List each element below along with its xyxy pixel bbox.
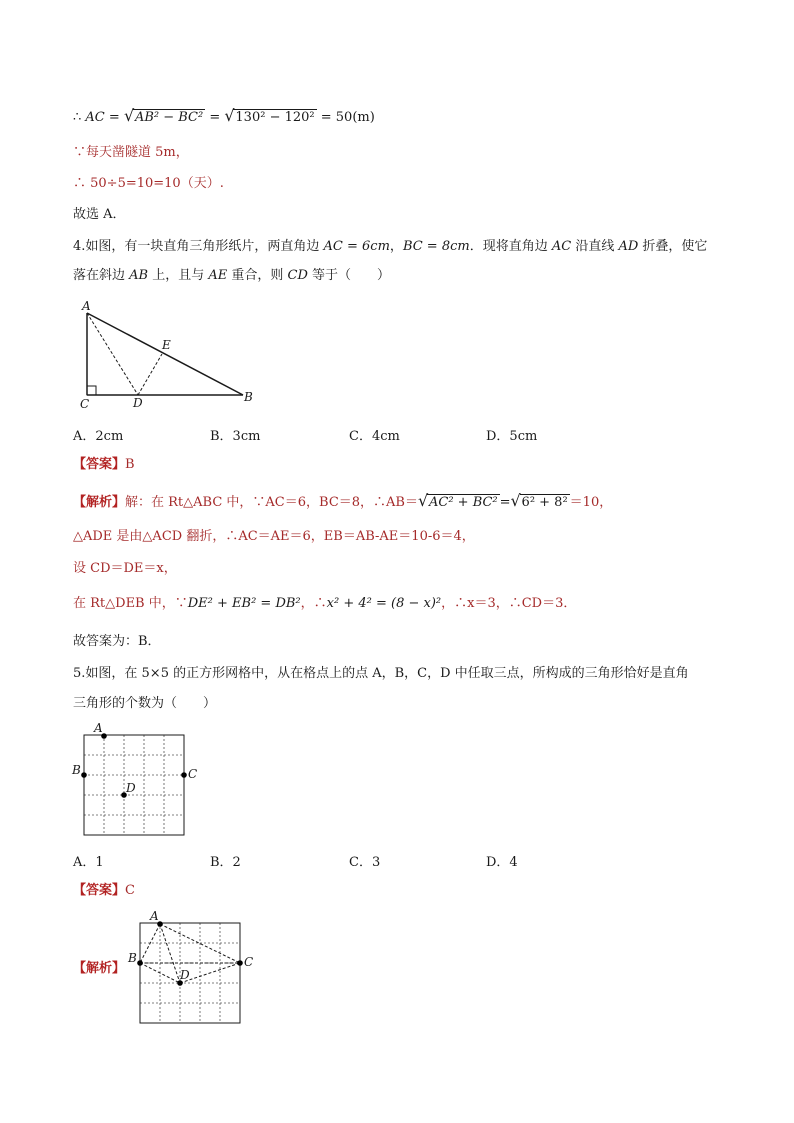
answer-tag: 【答案】 (73, 883, 126, 898)
q5-option-d: D．4 (486, 855, 518, 870)
answer-value: B (125, 457, 135, 472)
analysis-tag: 【解析】 (73, 495, 126, 510)
q5-solution-figure (128, 908, 268, 1028)
solution-line-4: 故选 A． (73, 207, 126, 222)
solution-line-3: ∴ 50÷5=10=10（天）. (73, 176, 224, 191)
sqrt-ab-bc: √ AB² − BC² (123, 106, 204, 125)
fold-ad (87, 313, 138, 395)
q4-text-line-2: 落在斜边 AB 上，且与 AE 重合，则 CD 等于（ ） (73, 268, 391, 283)
side-ab (87, 313, 243, 395)
point-b (81, 772, 87, 778)
solution-line-2: ∵每天凿隧道 5m， (73, 145, 189, 160)
label-c: C (188, 767, 198, 781)
q5-option-b: B．2 (210, 855, 241, 870)
label-a: A (82, 299, 91, 313)
equals-sign: = (108, 110, 120, 125)
grid-border (140, 923, 240, 1023)
label-e: E (162, 338, 171, 352)
q4-solution-line-2: △ADE 是由△ACD 翻折，∴AC＝AE＝6，EB＝AB-AE＝10-6＝4， (73, 529, 475, 544)
sqrt-6-8: √ 6² + 8² (510, 491, 568, 510)
q4-option-c: C．4cm (349, 429, 400, 444)
q5-text-line-2: 三角形的个数为（ ） (73, 696, 217, 711)
label-d: D (126, 781, 136, 795)
sqrt-130-120: √ 130² − 120² (224, 106, 315, 125)
q4-answer (73, 455, 135, 475)
label-b: B (72, 763, 81, 777)
q4-text-line-1: 4.如图，有一块直角三角形纸片，两直角边 AC = 6cm，BC = 8cm．现将直角边 AC 沿直线 AD 折叠，使它 (73, 239, 708, 254)
sqrt-ac-bc: √ AC² + BC² (417, 491, 498, 510)
fold-de (138, 354, 162, 395)
q4-solution-line-1: 【解析】解：在 Rt△ABC 中，∵AC＝6，BC＝8，∴AB＝ √ AC² + BC² = √ 6² + 8² ＝10， (73, 493, 612, 513)
label-b: B (128, 951, 137, 965)
label-c: C (244, 955, 254, 969)
q5-solution-tag: 【解析】 (73, 961, 126, 976)
q4-solution-line-5: 故答案为：B． (73, 634, 161, 649)
label-d: D (180, 968, 190, 982)
right-angle-mark (87, 386, 96, 395)
q4-option-b: B．3cm (210, 429, 261, 444)
answer-value: C (125, 883, 135, 898)
q5-grid-figure (70, 720, 210, 840)
point-b (137, 960, 143, 966)
label-b: B (244, 390, 253, 404)
q5-answer (73, 881, 135, 901)
q4-option-a: A．2cm (73, 429, 124, 444)
triangle-lines (140, 924, 240, 983)
answer-tag: 【答案】 (73, 457, 126, 472)
q5-option-c: C．3 (349, 855, 381, 870)
label-a: A (150, 909, 159, 923)
q4-solution-line-4: 在 Rt△DEB 中，∵DE² + EB² = DB²，∴x² + 4² = (8 − x)²，∴x＝3，∴CD＝3． (73, 596, 577, 611)
q5-text-line-1: 5.如图，在 5×5 的正方形网格中，从在格点上的点 A，B，C，D 中任取三点，所构成的三角形恰好是直角 (73, 666, 689, 681)
ac-term: AC (85, 110, 105, 125)
q4-solution-line-3: 设 CD＝DE＝x， (73, 561, 177, 576)
equals-sign: = (209, 110, 221, 125)
label-c: C (80, 397, 90, 411)
solution-line-1 (73, 108, 375, 128)
q4-option-d: D．5cm (486, 429, 538, 444)
label-d: D (133, 396, 143, 410)
label-a: A (94, 721, 103, 735)
q4-triangle-figure (70, 295, 270, 415)
q5-option-a: A．1 (73, 855, 104, 870)
therefore-symbol: ∴ (73, 110, 82, 125)
result: = 50(m) (320, 110, 375, 125)
point-c (181, 772, 187, 778)
point-c (237, 960, 243, 966)
grid-lines (140, 923, 240, 1023)
